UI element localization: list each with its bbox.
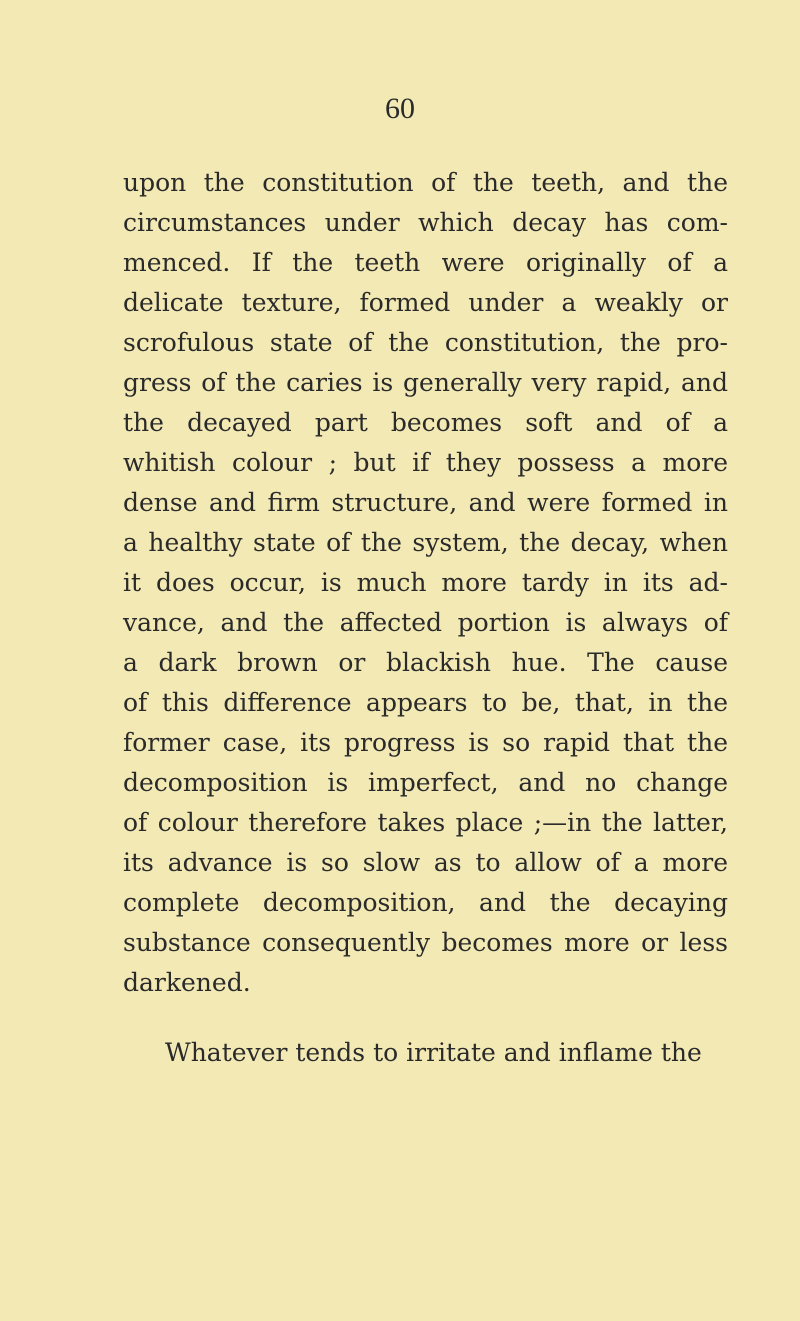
text-line: whitish colour ; but if they possess a more bbox=[123, 448, 728, 477]
text-line: circumstances under which decay has com- bbox=[123, 208, 728, 237]
text-line: of colour therefore takes place ;—in the latter, bbox=[123, 808, 728, 837]
text-line: it does occur, is much more tardy in its ad- bbox=[123, 568, 728, 597]
text-line: complete decomposition, and the decaying bbox=[123, 888, 728, 917]
paragraph-first-line: Whatever tends to irritate and inflame the bbox=[165, 1038, 702, 1067]
text-line: delicate texture, formed under a weakly or bbox=[123, 288, 728, 317]
page-number: 60 bbox=[385, 92, 415, 125]
text-line: menced. If the teeth were originally of a bbox=[123, 248, 728, 277]
text-line: former case, its progress is so rapid that the bbox=[123, 728, 728, 757]
text-line: darkened. bbox=[123, 968, 251, 997]
text-line: a dark brown or blackish hue. The cause bbox=[123, 648, 728, 677]
text-line: substance consequently becomes more or less bbox=[123, 928, 728, 957]
text-line: a healthy state of the system, the decay, when bbox=[123, 528, 728, 557]
text-line: decomposition is imperfect, and no change bbox=[123, 768, 728, 797]
text-line: dense and firm structure, and were formed in bbox=[123, 488, 728, 517]
text-line: gress of the caries is generally very rapid, and bbox=[123, 368, 728, 397]
text-line: upon the constitution of the teeth, and the bbox=[123, 168, 728, 197]
text-line: vance, and the affected portion is always of bbox=[123, 608, 728, 637]
text-line: its advance is so slow as to allow of a more bbox=[123, 848, 728, 877]
text-line: scrofulous state of the constitution, the pro- bbox=[123, 328, 728, 357]
text-line: the decayed part becomes soft and of a bbox=[123, 408, 728, 437]
text-line: of this difference appears to be, that, in the bbox=[123, 688, 728, 717]
